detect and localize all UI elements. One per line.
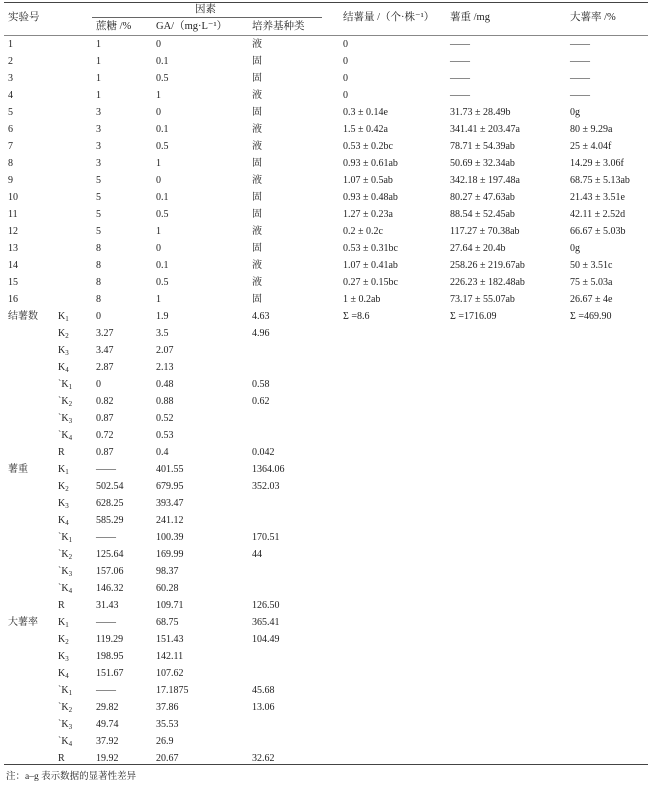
exp-no-cell: 10 (8, 192, 18, 203)
analysis-section-label: 薯重 (8, 464, 28, 475)
k-subscript: 1 (65, 621, 69, 629)
k-sucrose-cell: 3.27 (96, 328, 114, 339)
k-subscript: 4 (68, 434, 73, 442)
yield-count-cell: 0 (343, 73, 348, 84)
medium-cell: 固 (252, 192, 262, 203)
k-sucrose-cell: 0 (96, 311, 101, 322)
k-ga-cell: 0.53 (156, 430, 174, 441)
medium-cell: 固 (252, 56, 262, 67)
k-sucrose-cell: 628.25 (96, 498, 124, 509)
k-ga-cell: 37.86 (156, 702, 179, 713)
k-subscript: 1 (65, 315, 69, 323)
medium-cell: 固 (252, 209, 262, 220)
medium-cell: 液 (252, 124, 262, 135)
k-ga-cell: 0.88 (156, 396, 174, 407)
k-letter: `K (58, 566, 69, 577)
tuber-weight-cell: 88.54 ± 52.45ab (450, 209, 515, 220)
sucrose-cell: 3 (96, 124, 101, 135)
k-letter: `K (58, 549, 69, 560)
k-sucrose-cell: —— (96, 532, 116, 543)
k-letter: K (58, 481, 66, 492)
medium-cell: 液 (252, 141, 262, 152)
k-medium-cell: 0.042 (252, 447, 275, 458)
k-ga-cell: 3.5 (156, 328, 169, 339)
k-ga-cell: 401.55 (156, 464, 184, 475)
k-subscript: 4 (68, 587, 73, 595)
k-letter: R (58, 600, 65, 611)
large-rate-cell: —— (570, 56, 590, 67)
large-rate-cell: 0g (570, 243, 580, 254)
sucrose-cell: 5 (96, 192, 101, 203)
tuber-weight-cell: 80.27 ± 47.63ab (450, 192, 515, 203)
k-sucrose-cell: 29.82 (96, 702, 119, 713)
k-sucrose-cell: 2.87 (96, 362, 114, 373)
medium-cell: 液 (252, 90, 262, 101)
k-label-cell (58, 464, 69, 478)
k-subscript: 2 (68, 400, 73, 408)
medium-cell: 液 (252, 260, 262, 271)
k-letter: `K (58, 736, 69, 747)
ga-cell: 0.5 (156, 141, 169, 152)
k-sucrose-cell: 502.54 (96, 481, 124, 492)
large-rate-cell: 80 ± 9.29a (570, 124, 613, 135)
k-ga-cell: 393.47 (156, 498, 184, 509)
k-letter: K (58, 634, 66, 645)
exp-no-cell: 2 (8, 56, 13, 67)
k-medium-cell: 4.63 (252, 311, 270, 322)
k-subscript: 2 (68, 553, 73, 561)
ga-cell: 0 (156, 107, 161, 118)
tuber-weight-cell: —— (450, 73, 470, 84)
k-subscript: 1 (68, 383, 73, 391)
k-ga-cell: 2.13 (156, 362, 174, 373)
tuber-weight-cell: 50.69 ± 32.34ab (450, 158, 515, 169)
ga-cell: 0.1 (156, 192, 169, 203)
sucrose-cell: 8 (96, 243, 101, 254)
large-rate-cell: 68.75 ± 5.13ab (570, 175, 630, 186)
k-label-cell (58, 379, 72, 393)
k-label-cell (58, 736, 72, 750)
k-ga-cell: 0.52 (156, 413, 174, 424)
k-medium-cell: 13.06 (252, 702, 275, 713)
ga-cell: 0 (156, 243, 161, 254)
yield-count-cell: 0.27 ± 0.15bc (343, 277, 398, 288)
k-letter: `K (58, 685, 69, 696)
k-label-cell (58, 498, 69, 512)
header-yield-count: 结薯量 /（个·株⁻¹） (343, 12, 435, 23)
k-label-cell (58, 311, 69, 325)
header-medium: 培养基种类 (252, 21, 305, 32)
yield-count-cell: 1.27 ± 0.23a (343, 209, 393, 220)
ga-cell: 1 (156, 90, 161, 101)
k-medium-cell: 104.49 (252, 634, 280, 645)
tuber-weight-cell: —— (450, 90, 470, 101)
sucrose-cell: 8 (96, 260, 101, 271)
k-medium-cell: 32.62 (252, 753, 275, 764)
k-medium-cell: 45.68 (252, 685, 275, 696)
exp-no-cell: 4 (8, 90, 13, 101)
yield-count-cell: 0.3 ± 0.14e (343, 107, 388, 118)
k-label-cell (58, 413, 72, 427)
large-rate-cell: 66.67 ± 5.03b (570, 226, 626, 237)
k-letter: K (58, 498, 66, 509)
tuber-weight-cell: 78.71 ± 54.39ab (450, 141, 515, 152)
exp-no-cell: 14 (8, 260, 18, 271)
exp-no-cell: 13 (8, 243, 18, 254)
k-sucrose-cell: 198.95 (96, 651, 124, 662)
large-rate-cell: —— (570, 90, 590, 101)
k-ga-cell: 679.95 (156, 481, 184, 492)
k-subscript: 1 (68, 536, 73, 544)
sum-tuber-weight: Σ =1716.09 (450, 311, 497, 322)
k-ga-cell: 241.12 (156, 515, 184, 526)
k-medium-cell: 44 (252, 549, 262, 560)
analysis-section-label: 结薯数 (8, 311, 38, 322)
exp-no-cell: 7 (8, 141, 13, 152)
medium-cell: 固 (252, 158, 262, 169)
medium-cell: 液 (252, 39, 262, 50)
k-letter: `K (58, 719, 69, 730)
medium-cell: 液 (252, 175, 262, 186)
large-rate-cell: 42.11 ± 2.52d (570, 209, 626, 220)
k-label-cell (58, 702, 72, 716)
k-ga-cell: 107.62 (156, 668, 184, 679)
exp-no-cell: 5 (8, 107, 13, 118)
yield-count-cell: 1.5 ± 0.42a (343, 124, 388, 135)
sucrose-cell: 3 (96, 141, 101, 152)
sucrose-cell: 1 (96, 56, 101, 67)
k-label-cell (58, 447, 65, 459)
k-letter: `K (58, 396, 69, 407)
k-letter: `K (58, 583, 69, 594)
exp-no-cell: 6 (8, 124, 13, 135)
exp-no-cell: 8 (8, 158, 13, 169)
ga-cell: 1 (156, 158, 161, 169)
k-sucrose-cell: 37.92 (96, 736, 119, 747)
ga-cell: 0.5 (156, 209, 169, 220)
large-rate-cell: 0g (570, 107, 580, 118)
k-medium-cell: 170.51 (252, 532, 280, 543)
k-letter: K (58, 362, 66, 373)
sucrose-cell: 3 (96, 158, 101, 169)
k-subscript: 2 (65, 638, 69, 646)
k-label-cell (58, 549, 72, 563)
k-subscript: 3 (68, 570, 73, 578)
k-subscript: 2 (65, 332, 69, 340)
k-sucrose-cell: —— (96, 617, 116, 628)
yield-count-cell: 0.53 ± 0.31bc (343, 243, 398, 254)
sucrose-cell: 5 (96, 209, 101, 220)
sucrose-cell: 8 (96, 277, 101, 288)
k-letter: `K (58, 430, 69, 441)
k-label-cell (58, 515, 69, 529)
ga-cell: 0.5 (156, 277, 169, 288)
k-ga-cell: 68.75 (156, 617, 179, 628)
k-label-cell (58, 566, 72, 580)
k-letter: `K (58, 532, 69, 543)
k-sucrose-cell: 119.29 (96, 634, 124, 645)
yield-count-cell: 1 ± 0.2ab (343, 294, 381, 305)
yield-count-cell: 0 (343, 90, 348, 101)
ga-cell: 0 (156, 175, 161, 186)
k-letter: K (58, 515, 66, 526)
header-bottom-rule (4, 35, 648, 36)
header-sucrose: 蔗糖 /% (96, 21, 132, 32)
ga-cell: 1 (156, 294, 161, 305)
yield-count-cell: 0.93 ± 0.48ab (343, 192, 398, 203)
k-label-cell (58, 430, 72, 444)
sucrose-cell: 1 (96, 90, 101, 101)
header-tuber-weight: 薯重 /mg (450, 12, 490, 23)
tuber-weight-cell: —— (450, 39, 470, 50)
k-sucrose-cell: 0.72 (96, 430, 114, 441)
large-rate-cell: 14.29 ± 3.06f (570, 158, 624, 169)
k-ga-cell: 60.28 (156, 583, 179, 594)
k-sucrose-cell: —— (96, 685, 116, 696)
yield-count-cell: 0.53 ± 0.2bc (343, 141, 393, 152)
k-subscript: 1 (68, 689, 73, 697)
ga-cell: 1 (156, 226, 161, 237)
k-subscript: 3 (65, 502, 69, 510)
k-sucrose-cell: 49.74 (96, 719, 119, 730)
tuber-weight-cell: 27.64 ± 20.4b (450, 243, 506, 254)
k-label-cell (58, 719, 72, 733)
tuber-weight-cell: 341.41 ± 203.47a (450, 124, 520, 135)
ga-cell: 0.1 (156, 56, 169, 67)
k-medium-cell: 0.62 (252, 396, 270, 407)
k-medium-cell: 352.03 (252, 481, 280, 492)
k-subscript: 4 (65, 519, 69, 527)
k-label-cell (58, 345, 69, 359)
k-sucrose-cell: 31.43 (96, 600, 119, 611)
header-large-rate: 大薯率 /% (570, 12, 616, 23)
k-label-cell (58, 634, 69, 648)
k-label-cell (58, 651, 69, 665)
k-ga-cell: 151.43 (156, 634, 184, 645)
k-letter: K (58, 617, 66, 628)
k-letter: `K (58, 702, 69, 713)
medium-cell: 液 (252, 277, 262, 288)
k-ga-cell: 109.71 (156, 600, 184, 611)
tuber-weight-cell: 31.73 ± 28.49b (450, 107, 511, 118)
k-sucrose-cell: 0 (96, 379, 101, 390)
yield-count-cell: 0 (343, 56, 348, 67)
header-exp-no: 实验号 (8, 12, 40, 23)
exp-no-cell: 12 (8, 226, 18, 237)
exp-no-cell: 11 (8, 209, 18, 220)
k-medium-cell: 365.41 (252, 617, 280, 628)
analysis-section-label: 大薯率 (8, 617, 38, 628)
medium-cell: 固 (252, 243, 262, 254)
exp-no-cell: 16 (8, 294, 18, 305)
k-ga-cell: 2.07 (156, 345, 174, 356)
k-label-cell (58, 583, 72, 597)
k-subscript: 3 (65, 655, 69, 663)
k-ga-cell: 35.53 (156, 719, 179, 730)
yield-count-cell: 1.07 ± 0.41ab (343, 260, 398, 271)
large-rate-cell: 50 ± 3.51c (570, 260, 613, 271)
exp-no-cell: 1 (8, 39, 13, 50)
k-letter: K (58, 328, 66, 339)
k-ga-cell: 142.11 (156, 651, 184, 662)
k-letter: K (58, 311, 66, 322)
large-rate-cell: 21.43 ± 3.51e (570, 192, 625, 203)
k-subscript: 3 (68, 417, 73, 425)
k-subscript: 3 (65, 349, 69, 357)
medium-cell: 固 (252, 73, 262, 84)
k-sucrose-cell: 0.87 (96, 413, 114, 424)
k-ga-cell: 100.39 (156, 532, 184, 543)
tuber-weight-cell: 342.18 ± 197.48a (450, 175, 520, 186)
medium-cell: 固 (252, 294, 262, 305)
k-sucrose-cell: 585.29 (96, 515, 124, 526)
sucrose-cell: 1 (96, 73, 101, 84)
k-subscript: 4 (65, 672, 69, 680)
k-ga-cell: 1.9 (156, 311, 169, 322)
sucrose-cell: 5 (96, 175, 101, 186)
k-letter: R (58, 447, 65, 458)
header-factor-group: 因素 (195, 4, 216, 15)
k-sucrose-cell: 0.82 (96, 396, 114, 407)
k-medium-cell: 4.96 (252, 328, 270, 339)
k-subscript: 4 (68, 740, 73, 748)
sum-yield-count: Σ =8.6 (343, 311, 370, 322)
k-ga-cell: 26.9 (156, 736, 174, 747)
tuber-weight-cell: —— (450, 56, 470, 67)
k-letter: K (58, 464, 66, 475)
yield-count-cell: 0 (343, 39, 348, 50)
sucrose-cell: 5 (96, 226, 101, 237)
ga-cell: 0.1 (156, 260, 169, 271)
large-rate-cell: —— (570, 39, 590, 50)
k-ga-cell: 169.99 (156, 549, 184, 560)
table-footnote: 注：a–g 表示数据的显著性差异 (6, 772, 137, 782)
k-letter: K (58, 651, 66, 662)
sum-large-rate: Σ =469.90 (570, 311, 612, 322)
k-label-cell (58, 362, 69, 376)
table-top-rule (4, 2, 648, 3)
k-letter: R (58, 753, 65, 764)
k-sucrose-cell: —— (96, 464, 116, 475)
k-label-cell (58, 328, 69, 342)
k-medium-cell: 126.50 (252, 600, 280, 611)
k-label-cell (58, 481, 69, 495)
k-subscript: 2 (68, 706, 73, 714)
medium-cell: 固 (252, 107, 262, 118)
k-label-cell (58, 668, 69, 682)
k-label-cell (58, 617, 69, 631)
k-medium-cell: 0.58 (252, 379, 270, 390)
tuber-weight-cell: 73.17 ± 55.07ab (450, 294, 515, 305)
table-bottom-rule (4, 764, 648, 765)
k-sucrose-cell: 151.67 (96, 668, 124, 679)
medium-cell: 液 (252, 226, 262, 237)
k-letter: `K (58, 413, 69, 424)
large-rate-cell: 25 ± 4.04f (570, 141, 612, 152)
k-subscript: 2 (65, 485, 69, 493)
k-ga-cell: 20.67 (156, 753, 179, 764)
exp-no-cell: 9 (8, 175, 13, 186)
k-subscript: 1 (65, 468, 69, 476)
k-sucrose-cell: 146.32 (96, 583, 124, 594)
sucrose-cell: 8 (96, 294, 101, 305)
k-ga-cell: 0.48 (156, 379, 174, 390)
k-subscript: 3 (68, 723, 73, 731)
k-ga-cell: 17.1875 (156, 685, 189, 696)
yield-count-cell: 0.93 ± 0.61ab (343, 158, 398, 169)
k-letter: `K (58, 379, 69, 390)
k-sucrose-cell: 0.87 (96, 447, 114, 458)
k-sucrose-cell: 157.06 (96, 566, 124, 577)
k-label-cell (58, 600, 65, 612)
ga-cell: 0 (156, 39, 161, 50)
sucrose-cell: 3 (96, 107, 101, 118)
sucrose-cell: 1 (96, 39, 101, 50)
yield-count-cell: 1.07 ± 0.5ab (343, 175, 393, 186)
large-rate-cell: —— (570, 73, 590, 84)
k-sucrose-cell: 3.47 (96, 345, 114, 356)
k-label-cell (58, 532, 72, 546)
large-rate-cell: 26.67 ± 4e (570, 294, 613, 305)
k-sucrose-cell: 19.92 (96, 753, 119, 764)
k-label-cell (58, 396, 72, 410)
k-letter: K (58, 668, 66, 679)
k-letter: K (58, 345, 66, 356)
large-rate-cell: 75 ± 5.03a (570, 277, 613, 288)
factor-group-rule (92, 17, 322, 18)
ga-cell: 0.5 (156, 73, 169, 84)
k-medium-cell: 1364.06 (252, 464, 285, 475)
k-ga-cell: 0.4 (156, 447, 169, 458)
ga-cell: 0.1 (156, 124, 169, 135)
tuber-weight-cell: 258.26 ± 219.67ab (450, 260, 525, 271)
tuber-weight-cell: 117.27 ± 70.38ab (450, 226, 520, 237)
k-subscript: 4 (65, 366, 69, 374)
k-sucrose-cell: 125.64 (96, 549, 124, 560)
yield-count-cell: 0.2 ± 0.2c (343, 226, 383, 237)
exp-no-cell: 3 (8, 73, 13, 84)
tuber-weight-cell: 226.23 ± 182.48ab (450, 277, 525, 288)
k-ga-cell: 98.37 (156, 566, 179, 577)
k-label-cell (58, 685, 72, 699)
header-ga: GA/（mg·L⁻¹） (156, 21, 228, 32)
exp-no-cell: 15 (8, 277, 18, 288)
